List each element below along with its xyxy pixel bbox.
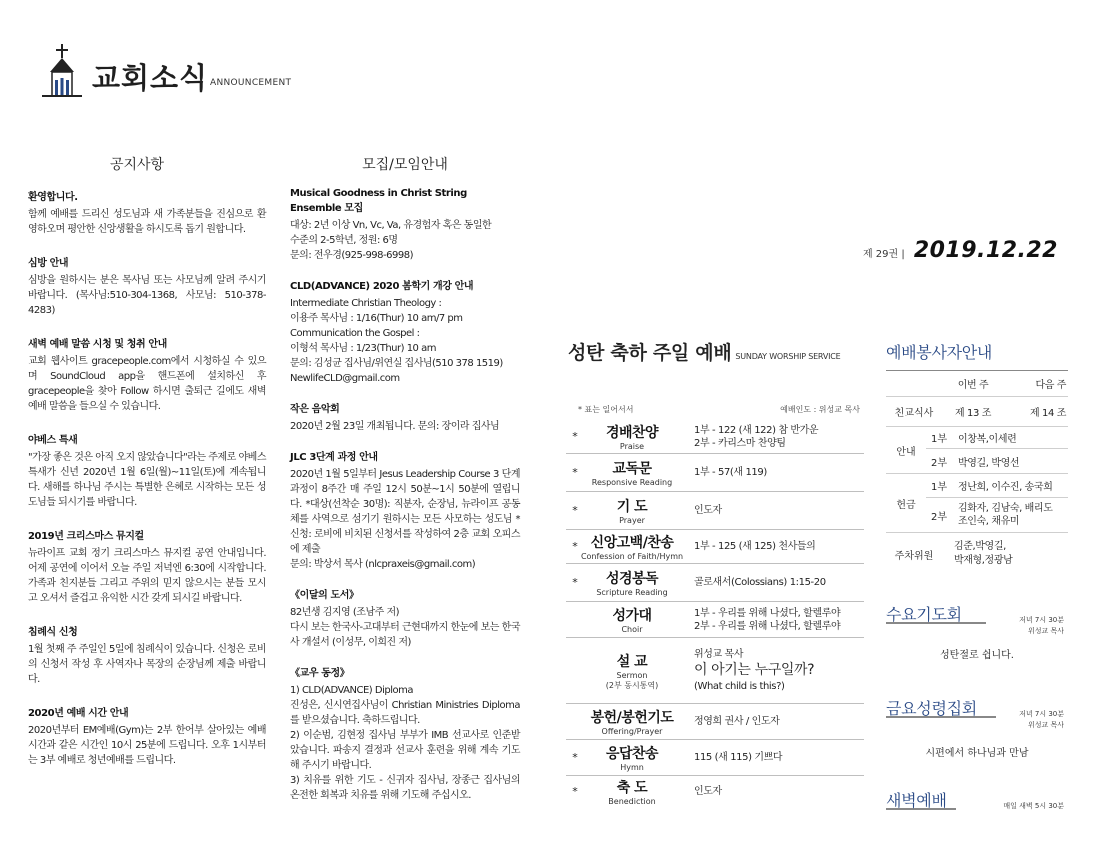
order-line: 1부 - 122 (새 122) 참 반가운 [694, 424, 819, 436]
recruit-item [290, 277, 520, 386]
order-line: 2부 - 우리를 위해 나셨다, 할렐루야 [694, 620, 841, 632]
meeting-title: 금요성령집회 [886, 699, 977, 718]
volunteers-offering-group [886, 474, 1068, 533]
notices-item-title: 2020년 예배 시간 안내 [28, 708, 129, 719]
order-content [684, 785, 722, 798]
usher-part: 2부 [930, 457, 948, 469]
meeting-title: 새벽예배 [886, 791, 947, 810]
volunteers-title: 예배봉사자안내 [886, 343, 993, 362]
usher-row [926, 449, 1068, 473]
order-line: 인도자 [694, 785, 722, 797]
recruit-heading: 모집/모임안내 [362, 157, 448, 173]
volunteers-usher-group [886, 427, 1068, 474]
order-line: 골로새서(Colossians) 1:15-20 [694, 577, 826, 588]
page-header [42, 42, 442, 102]
kitchen-label: 친교식사 [894, 408, 934, 419]
order-row [566, 740, 864, 776]
order-name-en: Praise [619, 442, 645, 451]
standing-marker: * [572, 504, 578, 517]
order-content [684, 751, 782, 764]
order-name-ko: 교독문 [612, 461, 652, 477]
order-row [566, 454, 864, 492]
recruit-item-body: 2020년 1월 5일부터 Jesus Leadership Course 3 단계 과정이 8주간 매 주일 12시 50분~1시 50분에 열립니다. *대상(선착순 30명): 직분자, 순장님, 뉴라이프 공동체를 사역으로 섬기기 원하시는 모든 사모하는 성도님 *신청: 로비에 비치된 신청서를 작성하여 2층 교회 오피스에 제출 문의: 박상서 목사 (nlcpraxeis@gmail.com) [290, 469, 520, 570]
order-name [580, 568, 684, 597]
notices-item [28, 527, 266, 606]
notices-item-title: 환영합니다. [28, 192, 78, 203]
recruit-item [290, 400, 520, 434]
notices-item-body: 교회 웹사이트 gracepeople.com에서 시청하실 수 있으며 SoundCloud app을 핸드폰에 설치하신 후 gracepeople을 찾아 Follow 하시면 출퇴근 길에도 새벽예배 말씀을 들으실 수 있습니다. [28, 356, 266, 412]
offering-names: 김화자, 김남숙, 배리도 조인숙, 채유미 [958, 503, 1053, 527]
standing-marker: * [572, 430, 578, 443]
issue-date: 2019.12.22 [913, 238, 1058, 263]
order-content [684, 648, 814, 693]
notices-item [28, 623, 266, 687]
order-name [580, 422, 684, 451]
order-line: 115 (새 115) 기쁘다 [694, 752, 783, 763]
offering-label: 헌금 [896, 499, 916, 511]
meeting-leader: 위성교 목사 [1027, 720, 1064, 729]
notices-item-body: 1월 첫째 주 주일인 5일에 침례식이 있습니다. 신청은 로비의 신청서 작성 후 사역자나 목장의 순장님께 제출 바랍니다. [28, 644, 266, 685]
order-line: 1부 - 125 (새 125) 천사들의 [694, 541, 816, 552]
volunteers-kitchen-row [886, 397, 1068, 427]
recruit-item [290, 586, 520, 650]
notices-column [28, 154, 266, 785]
recruit-list [290, 188, 520, 803]
usher-row [926, 427, 1068, 449]
recruit-item-body: 2020년 2월 23일 개최됩니다. 문의: 장이라 집사님 [290, 421, 500, 432]
recruit-item-title: CLD(ADVANCE) 2020 봄학기 개강 안내 [290, 281, 474, 292]
church-icon [42, 42, 82, 98]
issue-number: 제 29권 | [862, 249, 905, 260]
offering-row [926, 498, 1068, 532]
volunteers-parking-row [886, 533, 1068, 575]
order-row [566, 564, 864, 602]
order-row [566, 530, 864, 564]
order-name-ko: 경배찬양 [605, 425, 659, 441]
standing-marker: * [572, 576, 578, 589]
notices-item [28, 188, 266, 237]
notices-item-body: 2020년부터 EM예배(Gym)는 2부 한어부 살아있는 예배 시간과 같은 시간인 10시 25분에 드립니다. 오후 1시부터는 3부 예배로 청년예배를 드립니다. [28, 725, 266, 766]
order-name-ko: 축 도 [616, 779, 648, 796]
notices-item-body: 함께 예배를 드리신 성도님과 새 가족분들을 진심으로 환영하오며 평안한 신앙생활을 하시도록 돕기 원합니다. [28, 209, 266, 235]
offering-part: 2부 [930, 511, 948, 523]
recruit-item-body: 82년생 김지영 (조남주 저) 다시 보는 한국사-고대부터 근현대까지 한눈에 보는 한국사 개설서 (이성무, 이희진 저) [290, 607, 520, 648]
order-name [580, 532, 684, 561]
order-name-ko: 성가대 [612, 608, 652, 624]
order-name-en: Benediction [608, 796, 656, 806]
sermon-title: 이 아기는 누구일까? [694, 662, 815, 678]
parking-label: 주차위원 [894, 550, 934, 562]
recruit-item [290, 664, 520, 803]
order-name-en: Sermon [616, 670, 648, 680]
order-line: 1부 - 우리를 위해 나셨다, 할렐루야 [694, 607, 841, 619]
order-content [684, 504, 722, 517]
next-week-label: 다음 주 [1035, 380, 1066, 391]
recruit-column [290, 154, 520, 817]
order-content [684, 540, 815, 553]
order-name [580, 458, 684, 487]
kitchen-next: 제 14 조 [1029, 408, 1066, 419]
recruit-item [290, 448, 520, 572]
meeting-leader: 위성교 목사 [1027, 626, 1064, 635]
order-row [566, 492, 864, 530]
this-week-label: 이번 주 [957, 380, 989, 391]
dawn-worship [886, 788, 1068, 810]
order-name-en: Choir [621, 625, 643, 634]
standing-marker: * [572, 751, 578, 764]
recruit-item-body: 1) CLD(ADVANCE) Diploma 진성은, 신시연집사님이 Christian Ministries Diploma를 받으셨습니다. 축하드립니다. 2) 이순범, 김현정 집사님 부부가 IMB 선교사로 인준받았습니다. 파송지 결정과 선교사 훈련을 위해 계속 기도해 주시기 바랍니다. 3) 치유를 위한 기도 - 신귀자 집사님, 장종근 집사님의 온전한 회복과 치유를 위해 기도해 주십시오. [290, 685, 520, 801]
order-row [566, 638, 864, 704]
usher-label: 안내 [896, 446, 916, 458]
recruit-item-title: Musical Goodness in Christ String Ensemble 모집 [290, 188, 467, 214]
recruit-item-title: 작은 음악회 [290, 404, 340, 415]
recruit-item-body: Intermediate Christian Theology : 이용주 목사님 : 1/16(Thur) 10 am/7 pm Communication the Gospel : 이형석 목사님 : 1/23(Thur) 10 am 문의: 김성균 집사님/위연실 집사님(510 378 1519) NewlifeCLD@gmail.com [290, 298, 503, 384]
recruit-item-title: 《이달의 도서》 [290, 590, 359, 601]
order-line: 정영희 권사 / 인도자 [694, 716, 780, 727]
offering-part: 1부 [930, 482, 948, 493]
order-content [684, 424, 818, 450]
worship-title-text: 성탄 축하 주일 예배 [568, 342, 732, 364]
order-name [580, 496, 684, 525]
order-line: 인도자 [694, 505, 722, 516]
usher-names: 박영길, 박영선 [958, 457, 1020, 469]
order-name [580, 651, 684, 691]
friday-meeting [886, 696, 1068, 759]
order-name-en: Offering/Prayer [601, 727, 663, 736]
issue-line [863, 238, 1058, 263]
recruit-item-title: 《교우 동정》 [290, 668, 350, 679]
notices-item-title: 새벽 예배 말씀 시청 및 청취 안내 [28, 339, 167, 350]
offering-row [926, 474, 1068, 498]
order-name-ko: 응답찬송 [605, 746, 659, 762]
worship-subtitle: SUNDAY WORSHIP SERVICE [735, 352, 841, 361]
order-row [566, 776, 864, 806]
order-name-en: Scripture Reading [596, 588, 668, 597]
notices-item-body: 뉴라이프 교회 정기 크리스마스 뮤지컬 공연 안내입니다. 어제 공연에 이어서 오늘 주일 저녁엔 6:30에 시작합니다. 가족과 친지분들 그리고 주위의 믿지 않으시는 분들 모시고 오셔서 즐겁고 유익한 시간 갖게 되시길 바랍니다. [28, 548, 266, 604]
page-title: 교회소식 [92, 61, 209, 95]
kitchen-this: 제 13 조 [954, 408, 991, 419]
notices-item-body: "가장 좋은 것은 아직 오지 않았습니다"라는 주제로 야베스 특새가 신년 2020년 1월 6일(월)~11일(토)에 계속됩니다. 새해를 하나님 주시는 특별한 은혜로 시작하는 모든 성도님들 되시기를 바랍니다. [28, 452, 266, 508]
order-name-ko: 신앙고백/찬송 [590, 535, 674, 551]
order-line: 위성교 목사 [694, 649, 744, 660]
standing-note: * 표는 일어서서 [578, 405, 634, 414]
meeting-time: 매일 새벽 5시 30분 [1003, 802, 1064, 810]
recruit-item-title: JLC 3단계 과정 안내 [290, 452, 378, 463]
order-name [580, 707, 684, 736]
usher-names: 이창복,이세련 [958, 434, 1017, 445]
notice-list [28, 188, 266, 768]
order-line: 2부 - 카리스마 찬양팀 [694, 437, 786, 449]
order-row [566, 602, 864, 638]
parking-names: 김준,박영길, 박재형,정광남 [954, 541, 1013, 566]
order-row [566, 420, 864, 454]
order-name-ko: 성경봉독 [605, 571, 659, 587]
worship-meta [578, 404, 860, 415]
meeting-time: 저녁 7시 30분 [1019, 710, 1064, 718]
notices-item-body: 심방을 원하시는 분은 목사님 또는 사모님께 알려 주시기 바랍니다. (목사님:510-304-1368, 사모님: 510-378-4283) [28, 275, 266, 316]
notices-item [28, 704, 266, 768]
notices-item-title: 2019년 크리스마스 뮤지컬 [28, 531, 144, 542]
volunteers-table [886, 370, 1068, 575]
notices-heading: 공지사항 [109, 157, 165, 173]
order-name-ko: 봉헌/봉헌기도 [590, 710, 674, 726]
order-name-note: (2부 동시통역) [605, 680, 659, 690]
sermon-title-en: (What child is this?) [694, 681, 785, 692]
notices-item-title: 야베스 특새 [28, 435, 78, 446]
recruit-item [290, 188, 520, 263]
worship-title [568, 338, 841, 365]
meeting-body: 성탄절로 쉽니다. [940, 649, 1014, 661]
standing-marker: * [572, 784, 578, 798]
order-name-en: Hymn [620, 763, 644, 772]
order-name [580, 605, 684, 634]
worship-leader: 예배인도 : 위성교 목사 [780, 405, 860, 414]
order-name-ko: 설 교 [616, 653, 648, 670]
standing-marker: * [572, 540, 578, 553]
order-row [566, 704, 864, 740]
meeting-time: 저녁 7시 30분 [1019, 616, 1064, 624]
notices-item-title: 침례식 신청 [28, 627, 78, 638]
order-name [580, 777, 684, 806]
volunteers-header-row [886, 371, 1068, 397]
order-content [684, 576, 826, 589]
recruit-item-body: 대상: 2년 이상 Vn, Vc, Va, 유경험자 혹은 동일한 수준의 2-5학년, 정원: 6명 문의: 전우경(925-998-6998) [290, 220, 492, 261]
notices-item-title: 심방 안내 [28, 258, 69, 269]
meeting-body: 시편에서 하나님과 만남 [925, 747, 1029, 759]
notices-item [28, 254, 266, 318]
worship-order [566, 420, 864, 806]
order-name-en: Responsive Reading [591, 478, 673, 487]
usher-part: 1부 [930, 434, 948, 445]
order-name-ko: 기 도 [616, 499, 648, 515]
meeting-title: 수요기도회 [886, 605, 962, 624]
order-name-en: Confession of Faith/Hymn [580, 552, 684, 561]
notices-item [28, 335, 266, 414]
order-content [684, 607, 840, 633]
wednesday-prayer [886, 602, 1068, 661]
order-name [580, 743, 684, 772]
order-content [684, 715, 779, 728]
page-subtitle: ANNOUNCEMENT [210, 78, 292, 88]
offering-names: 정난희, 이수진, 송국희 [958, 482, 1053, 493]
notices-item [28, 431, 266, 510]
order-name-en: Prayer [619, 516, 645, 525]
order-line: 1부 - 57(새 119) [694, 467, 767, 478]
order-content [684, 466, 767, 479]
standing-marker: * [572, 466, 578, 479]
